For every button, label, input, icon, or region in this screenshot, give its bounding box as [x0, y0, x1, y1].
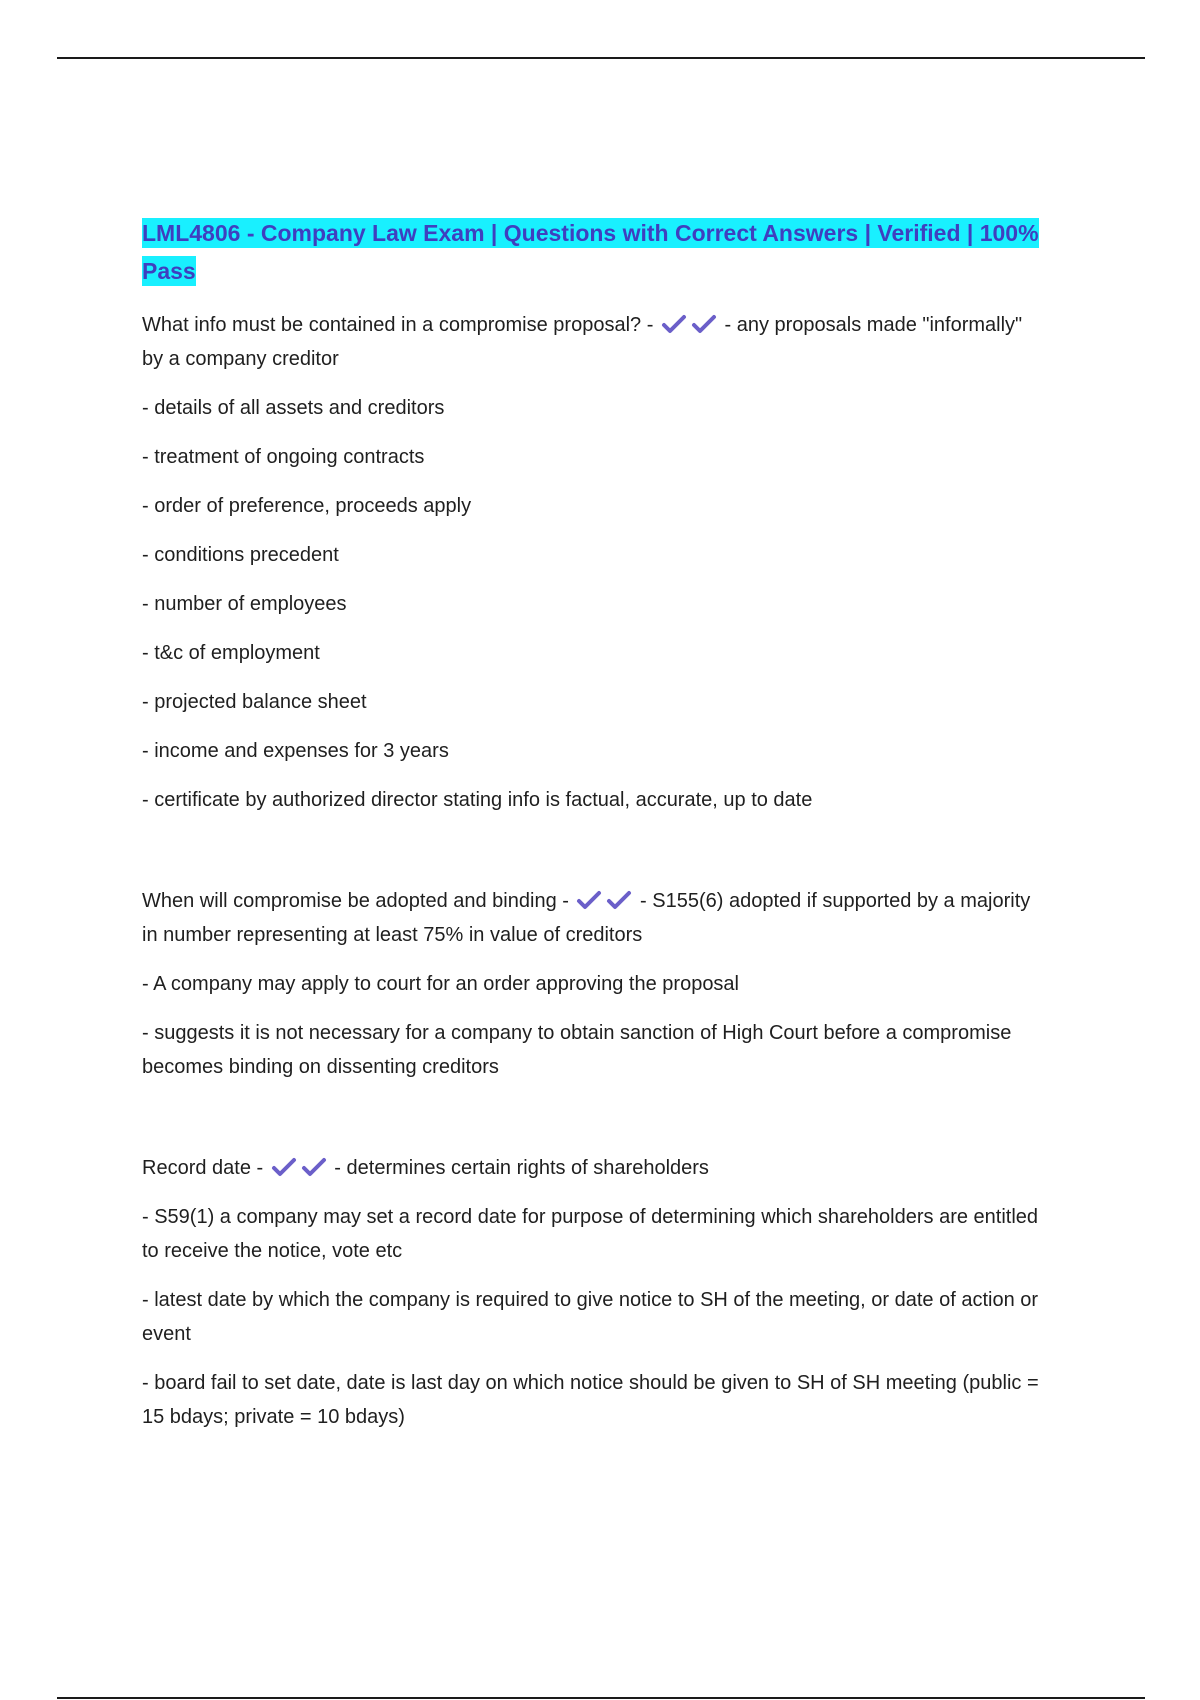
- question-1-text: What info must be contained in a compromise proposal? -: [142, 314, 654, 336]
- section-gap: [142, 1099, 1042, 1151]
- answer-3-text: - determines certain rights of shareholders: [334, 1157, 709, 1179]
- point: - number of employees: [142, 593, 347, 615]
- point: - latest date by which the company is required to give notice to SH of the meeting, or date of action or event: [142, 1289, 1039, 1345]
- point: - S59(1) a company may set a record date for purpose of determining which shareholders are entitled to receive the notice, vote etc: [142, 1206, 1039, 1262]
- point: - order of preference, proceeds apply: [142, 495, 472, 517]
- top-rule: [57, 57, 1145, 59]
- point: - suggests it is not necessary for a company to obtain sanction of High Court before a compromise becomes binding on dissenting creditors: [142, 1022, 1012, 1078]
- check-icon: [576, 890, 602, 910]
- point: - conditions precedent: [142, 544, 339, 566]
- section-gap: [142, 832, 1042, 884]
- point: - A company may apply to court for an order approving the proposal: [142, 973, 740, 995]
- question-3: [142, 1151, 1042, 1185]
- qa-item-2: [142, 884, 1042, 1084]
- point: - certificate by authorized director stating info is factual, accurate, up to date: [142, 789, 813, 811]
- qa-item-3: [142, 1151, 1042, 1434]
- point: - t&c of employment: [142, 642, 320, 664]
- question-1: [142, 308, 1042, 376]
- bottom-rule: [57, 1697, 1145, 1699]
- point: - treatment of ongoing contracts: [142, 446, 425, 468]
- document-body: [142, 214, 1042, 1449]
- point: - details of all assets and creditors: [142, 397, 445, 419]
- answer-2-text: - S155(6) adopted if supported by a majority in number representing at least 75% in value of creditors: [142, 890, 1031, 946]
- question-3-text: Record date -: [142, 1157, 264, 1179]
- page-title: [142, 214, 1042, 290]
- point: - projected balance sheet: [142, 691, 367, 713]
- question-2: [142, 884, 1042, 952]
- check-icon: [661, 314, 687, 334]
- title-highlight: LML4806 - Company Law Exam | Questions with Correct Answers | Verified | 100% Pass: [142, 220, 1039, 284]
- qa-item-1: [142, 308, 1042, 817]
- point: - board fail to set date, date is last day on which notice should be given to SH of SH meeting (public = 15 bdays; private = 10 bdays): [142, 1372, 1039, 1428]
- check-icon: [606, 890, 632, 910]
- answer-1-text: - any proposals made "informally" by a company creditor: [142, 314, 1023, 370]
- check-icon: [301, 1157, 327, 1177]
- check-icon: [271, 1157, 297, 1177]
- point: - income and expenses for 3 years: [142, 740, 449, 762]
- check-icon: [691, 314, 717, 334]
- question-2-text: When will compromise be adopted and binding -: [142, 890, 569, 912]
